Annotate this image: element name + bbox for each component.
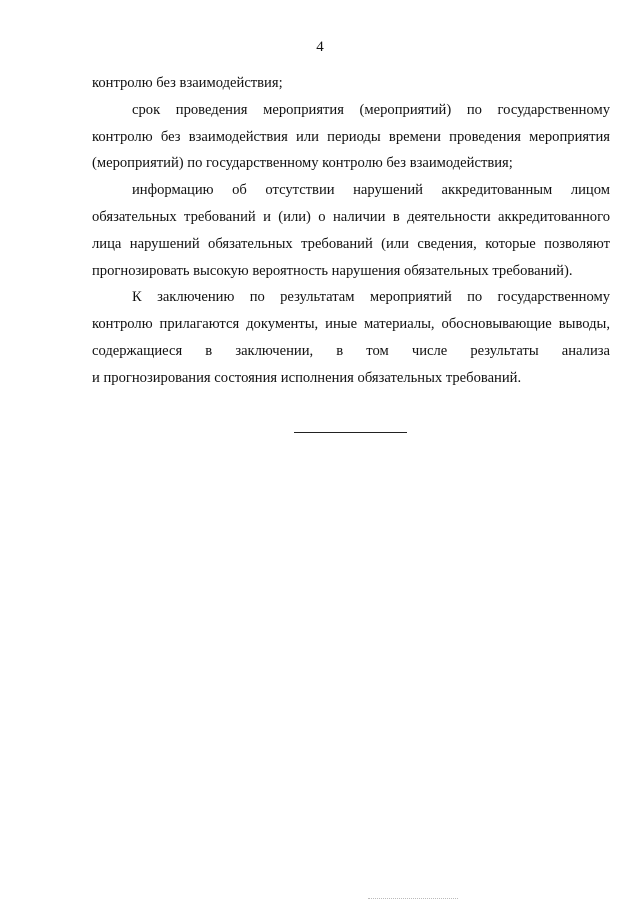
- scan-artifact: [368, 898, 458, 899]
- paragraph-attachments: [92, 284, 610, 391]
- paragraph-attachments-line: и прогнозирования состояния исполнения обязательных требований.: [92, 369, 522, 386]
- paragraph-attachments-line: контролю прилагаются документы, иные материалы, обосновывающие выводы,: [92, 316, 610, 333]
- page-number: 4: [316, 39, 324, 55]
- paragraph-control-term: срок проведения мероприятия (мероприятий) по государственному контролю без взаимодействия или периоды времени проведения мероприятия (мероприятий) по государственному контролю без взаимодействия;: [92, 101, 610, 172]
- paragraph-attachments-line: содержащиеся в заключении, в том числе результаты анализа: [92, 342, 610, 359]
- paragraph-attachments-line: К заключению по результатам мероприятий по государственному: [132, 289, 610, 306]
- end-separator-line: [294, 432, 407, 433]
- paragraph-violations-info: информацию об отсутствии нарушений аккредитованным лицом обязательных требований и (или) о наличии в деятельности аккредитованного лица нарушений обязательных требований (или сведения, которые позволяют прогнозировать высокую вероятность нарушения обязательных требований).: [92, 182, 610, 279]
- paragraph-continuation: контролю без взаимодействия;: [92, 75, 283, 91]
- document-body: [92, 70, 610, 392]
